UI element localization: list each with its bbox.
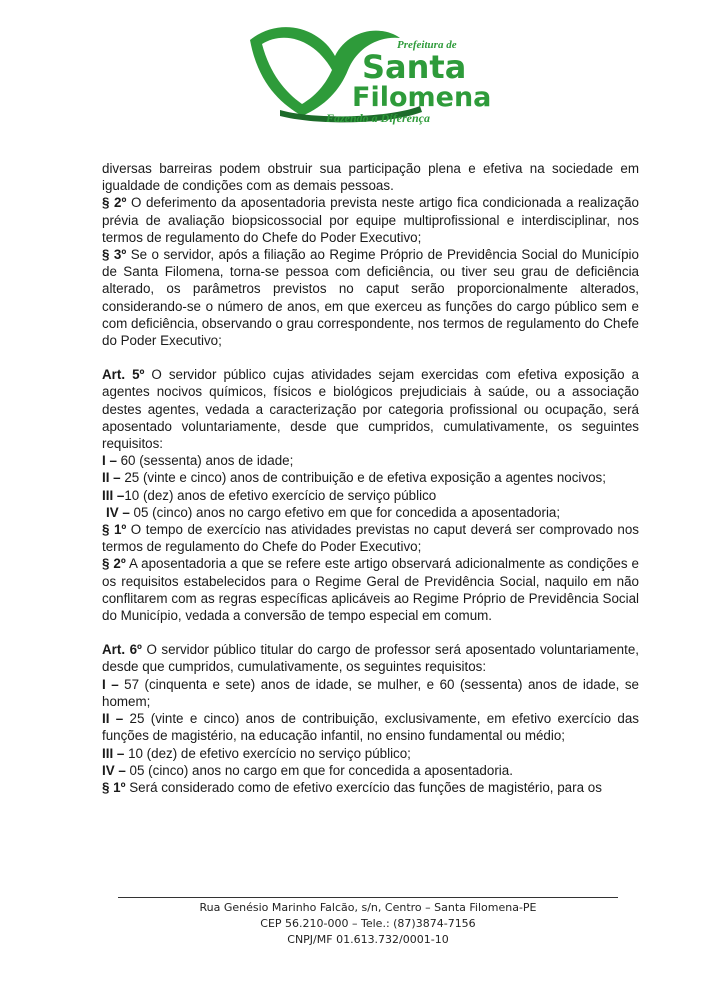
list-item bbox=[102, 487, 639, 504]
list-item bbox=[102, 452, 639, 469]
spacer bbox=[102, 624, 639, 641]
paragraph-label: § 1º bbox=[102, 522, 127, 538]
paragraph-label: § 3º bbox=[102, 247, 127, 263]
article-label: Art. 6º bbox=[102, 642, 142, 658]
item-text: 05 (cinco) anos no cargo efetivo em que for concedida a aposentadoria; bbox=[129, 504, 561, 520]
paragraph bbox=[102, 194, 639, 246]
paragraph-text: A aposentadoria a que se refere este artigo observará adicionalmente as condições e os requisitos estabelecidos para o Regime Geral de Previdência Social, naquilo em não conflitarem com as regras específicas aplicáveis ao Regime Próprio de Previdência Social do Município, vedada a conversão de tempo especial em comum. bbox=[102, 556, 639, 624]
article-text: O servidor público cujas atividades sejam exercidas com efetiva exposição a agentes nocivos químicos, físicos e biológicos prejudiciais à saúde, ou a associação destes agentes, vedada a caracterização por categoria profissional ou ocupação, será aposentado voluntariamente, desde que cumpridos, cumulativamente, os seguintes requisitos: bbox=[102, 367, 639, 452]
footer-divider bbox=[118, 897, 618, 898]
item-text: 57 (cinquenta e sete) anos de idade, se mulher, e 60 (sessenta) anos de idade, se homem; bbox=[102, 676, 639, 709]
logo-line1: Prefeitura de bbox=[397, 39, 457, 51]
list-item bbox=[102, 762, 639, 779]
logo-tagline: Fazendo a Diferença bbox=[326, 111, 430, 125]
paragraph bbox=[102, 160, 639, 194]
paragraph-text: Se o servidor, após a filiação ao Regime Próprio de Previdência Social do Município de Santa Filomena, torna-se pessoa com deficiência, ou tiver seu grau de deficiência alterado, os parâmetros previstos no caput serão proporcionalmente alterados, considerando-se o número de anos, em que exerceu as funções do cargo público sem e com deficiência, observando o grau correspondente, nos termos de regulamento do Chefe do Poder Executivo; bbox=[102, 247, 639, 349]
article-label: Art. 5º bbox=[102, 367, 145, 383]
item-text: 60 (sessenta) anos de idade; bbox=[116, 453, 294, 469]
item-text: 10 (dez) anos de efetivo exercício de serviço público bbox=[124, 487, 437, 503]
paragraph-label: § 2º bbox=[102, 195, 127, 211]
item-text: 25 (vinte e cinco) anos de contribuição, exclusivamente, em efetivo exercício das funções de magistério, na educação infantil, no ensino fundamental ou médio; bbox=[102, 711, 640, 744]
item-text: 25 (vinte e cinco) anos de contribuição e de efetiva exposição a agentes nocivos; bbox=[120, 470, 606, 486]
list-item bbox=[102, 469, 639, 486]
logo-line3: Filomena bbox=[352, 82, 492, 113]
paragraph-label: § 1º bbox=[102, 779, 126, 795]
paragraph bbox=[102, 246, 639, 349]
paragraph-label: § 2º bbox=[102, 556, 126, 572]
paragraph bbox=[102, 521, 639, 555]
item-text: 10 (dez) de efetivo exercício no serviço público; bbox=[124, 745, 411, 761]
footer-cnpj: CNPJ/MF 01.613.732/0001-10 bbox=[287, 933, 449, 946]
list-item bbox=[102, 745, 639, 762]
list-item bbox=[102, 710, 639, 744]
item-label: III – bbox=[102, 487, 125, 503]
list-item bbox=[102, 676, 639, 710]
item-label: I – bbox=[102, 453, 117, 469]
item-label: III – bbox=[102, 745, 125, 761]
letterhead bbox=[0, 18, 707, 138]
item-label: II – bbox=[102, 711, 124, 727]
list-item bbox=[102, 504, 639, 521]
paragraph bbox=[102, 779, 639, 796]
spacer bbox=[102, 349, 639, 366]
item-label: IV – bbox=[106, 504, 130, 520]
article-text: O servidor público titular do cargo de professor será aposentado voluntariamente, desde que cumpridos, cumulativamente, os seguintes requisitos: bbox=[102, 642, 639, 675]
footer-address: Rua Genésio Marinho Falcão, s/n, Centro – Santa Filomena-PE bbox=[199, 901, 537, 914]
paragraph-text: O tempo de exercício nas atividades previstas no caput deverá ser comprovado nos termos de regulamento do Chefe do Poder Executivo; bbox=[102, 522, 639, 555]
paragraph-text: O deferimento da aposentadoria prevista neste artigo fica condicionada a realização prévia de avaliação biopsicossocial por equipe multiprofissional e interdisciplinar, nos termos de regulamento do Chefe do Poder Executivo; bbox=[102, 195, 640, 245]
item-text: 05 (cinco) anos no cargo em que for concedida a aposentadoria. bbox=[125, 762, 513, 778]
item-label: II – bbox=[102, 470, 121, 486]
item-label: IV – bbox=[102, 762, 126, 778]
article-6 bbox=[102, 641, 639, 675]
item-label: I – bbox=[102, 676, 119, 692]
paragraph-text: Será considerado como de efetivo exercício das funções de magistério, para os bbox=[125, 779, 602, 795]
article-5 bbox=[102, 366, 639, 452]
prefeitura-logo bbox=[240, 18, 500, 128]
document-body bbox=[102, 160, 639, 796]
footer-contact: CEP 56.210-000 – Tele.: (87)3874-7156 bbox=[260, 917, 476, 930]
footer bbox=[118, 900, 618, 948]
logo-line2: Santa bbox=[362, 48, 467, 86]
paragraph bbox=[102, 555, 639, 624]
paragraph-text: diversas barreiras podem obstruir sua participação plena e efetiva na sociedade em igualdade de condições com as demais pessoas. bbox=[102, 161, 639, 194]
